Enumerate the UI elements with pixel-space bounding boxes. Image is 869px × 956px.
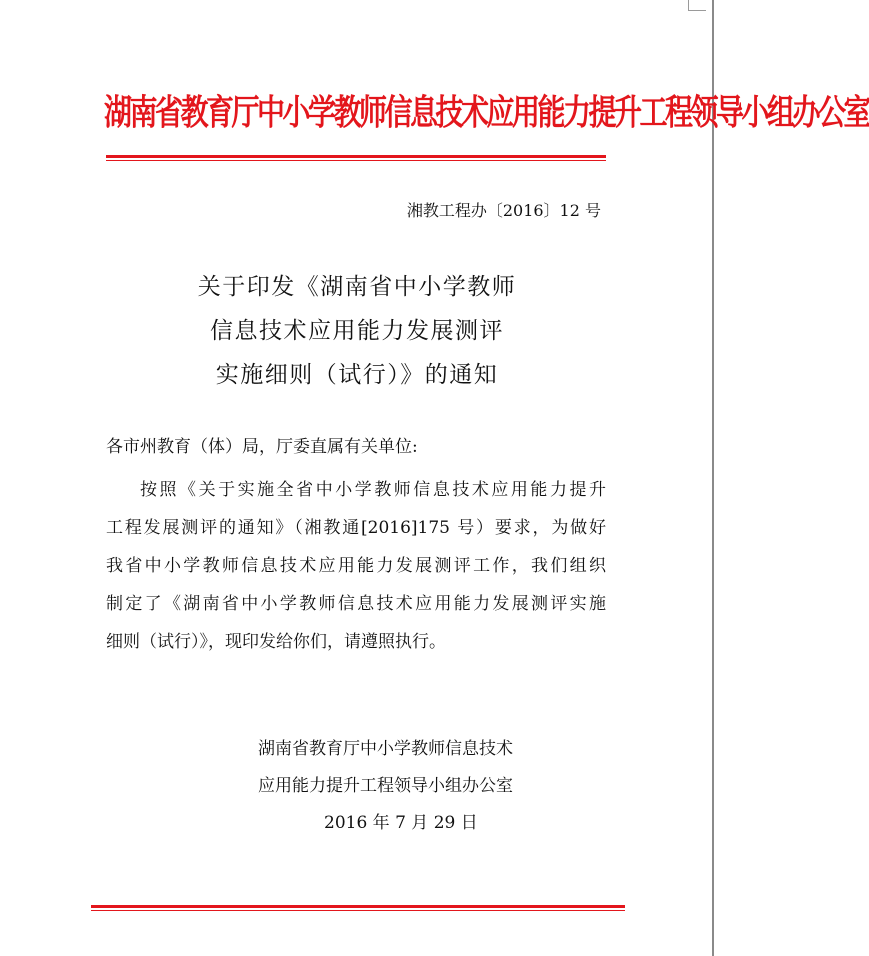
document-title-line-1: 关于印发《湖南省中小学教师	[197, 274, 517, 300]
signature-date: 2016 年 7 月 29 日	[324, 813, 478, 833]
body-line-3: 我省中小学教师信息技术应用能力发展测评工作，我们组织	[106, 556, 606, 576]
header-divider-thick	[106, 155, 606, 158]
body-line-5: 细则（试行）》，现印发给你们，请遵照执行。	[106, 632, 446, 652]
body-line-4: 制定了《湖南省中小学教师信息技术应用能力发展测评实施	[106, 594, 606, 614]
agency-title: 湖南省教育厅中小学教师信息技术应用能力提升工程领导小组办公室	[104, 92, 869, 134]
page-corner-mark	[688, 0, 689, 10]
signature-org-line-1: 湖南省教育厅中小学教师信息技术	[258, 739, 513, 759]
salutation: 各市州教育（体）局，厅委直属有关单位:	[106, 437, 418, 457]
page-corner-mark-horizontal	[688, 10, 706, 11]
footer-divider-thin	[91, 910, 625, 911]
body-line-1: 按照《关于实施全省中小学教师信息技术应用能力提升	[140, 480, 606, 500]
footer-divider-thick	[91, 905, 625, 908]
document-title-line-3: 实施细则（试行）》的通知	[215, 362, 499, 388]
signature-org-line-2: 应用能力提升工程领导小组办公室	[258, 776, 513, 796]
body-line-2: 工程发展测评的通知》（湘教通[2016]175 号）要求，为做好	[106, 518, 606, 538]
document-number: 湘教工程办〔2016〕12 号	[406, 201, 601, 220]
header-divider-thin	[106, 160, 606, 161]
document-title-line-2: 信息技术应用能力发展测评	[210, 318, 504, 344]
